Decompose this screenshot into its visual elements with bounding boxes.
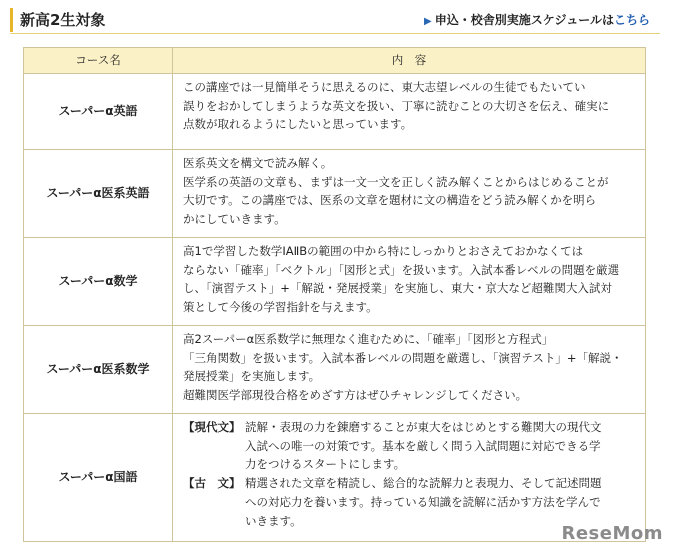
table-row (24, 414, 646, 542)
description-line: 発展授業」を実施します。 (183, 369, 321, 384)
column-header-content: 内 容 (173, 48, 646, 74)
course-description (173, 150, 646, 238)
course-name: スーパーα国語 (24, 414, 173, 542)
table-row (24, 150, 646, 238)
description-line: 医系英文を構文で読み解く。 (183, 156, 333, 170)
course-name: スーパーα医系英語 (24, 150, 173, 238)
column-header-course: コース名 (24, 48, 173, 74)
segment-text (245, 418, 602, 474)
description-line: 誤りをおかしてしまうような英文を扱い、丁寧に読むことの大切さを伝え、確実に (183, 98, 610, 113)
description-line: 点数が取れるようにしたいと思っています。 (183, 117, 413, 132)
course-description (173, 326, 646, 414)
table-row (24, 238, 646, 326)
header-accent-bar (10, 8, 13, 32)
description-line: 超難関医学部現役合格をめざす方はぜひチャレンジしてください。 (183, 388, 528, 403)
header-divider (10, 33, 660, 34)
description-line: 策として今後の学習指針を与えます。 (183, 300, 378, 315)
description-line: 「三角関数」を扱います。入試本番レベルの問題を厳選し、「演習テスト」+「解説・ (183, 350, 623, 365)
schedule-link-area (424, 12, 650, 30)
description-line: かにしていきます。 (183, 212, 286, 227)
course-name: スーパーα数学 (24, 238, 173, 326)
course-description (173, 238, 646, 326)
resemom-logo: ReseMom (561, 523, 663, 544)
course-name: スーパーα医系数学 (24, 326, 173, 414)
description-line: ならない「確率」「ベクトル」「図形と式」を扱います。入試本番レベルの問題を厳選 (183, 262, 620, 277)
table-row (24, 74, 646, 150)
description-line: 高1で学習した数学ⅠAⅡBの範囲の中から特にしっかりとおさえておかなくては (183, 244, 584, 258)
arrow-right-icon: ▶ (423, 16, 432, 27)
description-line: いきます。 (245, 513, 302, 528)
table-row (24, 326, 646, 414)
description-line: 高2スーパーα医系数学に無理なく進むために、「確率」「図形と方程式」 (183, 332, 554, 346)
course-description (173, 74, 646, 150)
segment-label: 【古 文】 (183, 476, 241, 491)
segment-label: 【現代文】 (183, 420, 241, 434)
course-name: スーパーα英語 (24, 74, 173, 150)
description-line: この講座では一見簡単そうに思えるのに、東大志望レベルの生徒でもたいてい (183, 80, 586, 94)
description-line: し、「演習テスト」+「解説・発展授業」を実施し、東大・京大など超難関大入試対 (183, 281, 612, 296)
schedule-text: 申込・校舎別実施スケジュールは (434, 13, 614, 27)
description-line: 読解・表現の力を錬磨することが東大をはじめとする難関大の現代文 (245, 420, 602, 434)
description-line: 入試への唯一の対策です。基本を厳しく問う入試問題に対応できる学 (245, 438, 601, 453)
description-line: 精選された文章を精読し、総合的な読解力と表現力、そして記述問題 (245, 476, 602, 491)
description-line: 力をつけるスタートにします。 (245, 457, 406, 472)
table-header-row (24, 48, 646, 74)
description-line: 医学系の英語の文章も、まずは一文一文を正しく読み解くことからはじめることが (183, 174, 609, 189)
description-line: への対応力を養います。持っている知識を読解に活かす方法を学んで (245, 494, 601, 509)
page-title: 新高2生対象 (20, 11, 106, 29)
schedule-link[interactable]: こちら (613, 13, 650, 27)
description-segment (183, 418, 639, 474)
course-table (23, 47, 646, 542)
description-segment (183, 474, 639, 530)
section-header (10, 6, 660, 36)
segment-text (245, 474, 602, 530)
description-line: 大切です。この講座では、医系の文章を題材に文の構造をどう読み解くかを明ら (183, 193, 597, 208)
